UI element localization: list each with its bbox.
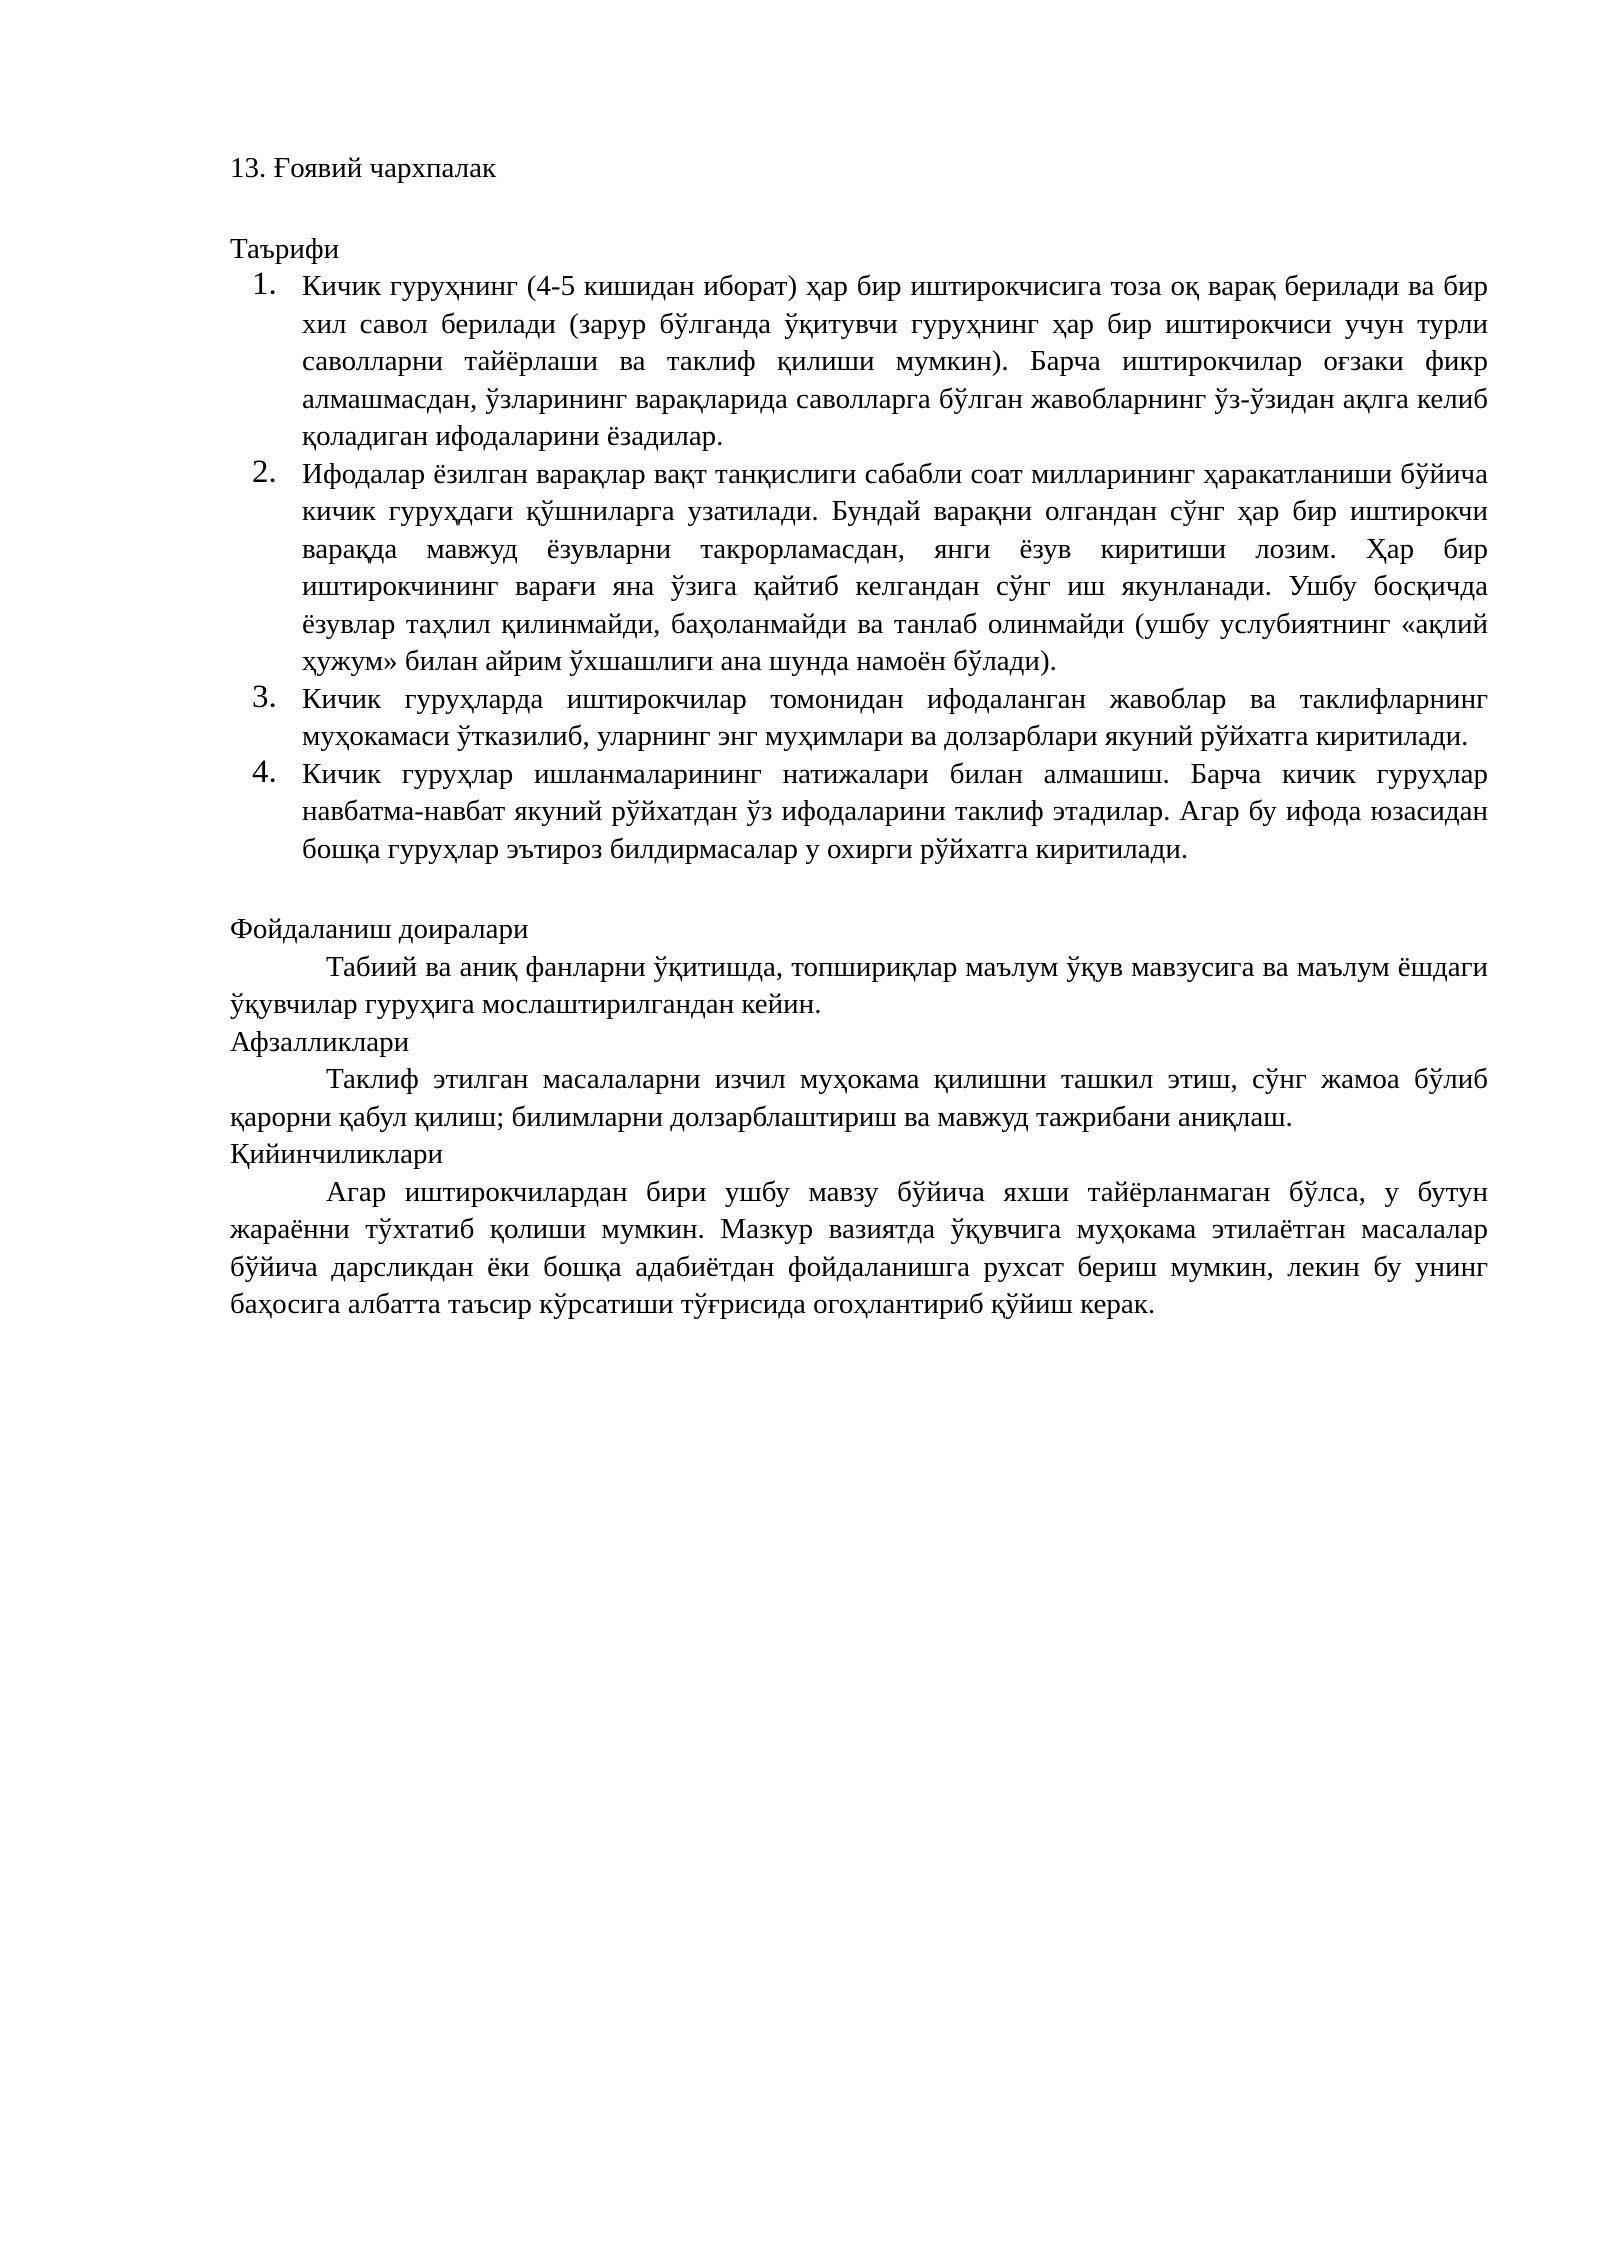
scope-heading: Фойдаланиш доиралари xyxy=(230,913,529,945)
advantages-text: Таклиф этилган масалаларни изчил муҳокама қилишни ташкил этиш, сўнг жамоа бўлиб қарорни қабул қилиш; билимларни долзарблаштириш ва мавжуд тажрибани аниқлаш. xyxy=(230,1063,1488,1133)
list-item-text: Кичик гуруҳнинг (4-5 кишидан иборат) ҳар бир иштирокчисига тоза оқ варақ берилади ва бир хил савол берилади (зарур бўлганда ўқитувчи гуруҳнинг ҳар бир иштирокчиси учун турли саволларни тайёрлаши ва таклиф қилиши мумкин). Барча иштирокчилар оғзаки фикр алмашмасдан, ўзларининг варақларида саволларга бўлган жавобларнинг ўз-ўзидан ақлга келиб қоладиган ифодаларини ёзадилар. xyxy=(302,270,1488,452)
list-item xyxy=(230,753,1488,869)
spacer xyxy=(230,188,1488,231)
list-item-number: 2. xyxy=(252,453,277,490)
difficulties-heading: Қийинчиликлари xyxy=(230,1138,443,1170)
definition-heading: Таърифи xyxy=(230,232,340,265)
difficulties-text: Агар иштирокчилардан бири ушбу мавзу бўйича яхши тайёрланмаган бўлса, у бутун жараённи тўхтатиб қолиши мумкин. Мазкур вазиятда ўқувчига муҳокама этилаётган масалалар бўйича дарсликдан ёки бошқа адабиётдан фойдаланишга рухсат бериш мумкин, лекин бу унинг баҳосига албатта таъсир кўрсатиши тўғрисида огоҳлантириб қўйиш керак. xyxy=(230,1175,1488,1320)
scope-text: Табиий ва аниқ фанларни ўқитишда, топшириқлар маълум ўқув мавзусига ва маълум ёшдаги ўқувчилар гуруҳига мослаштирилгандан кейин. xyxy=(230,950,1488,1020)
list-item-text: Кичик гуруҳлар ишланмаларининг натижалари билан алмашиш. Барча кичик гуруҳлар навбатма-навбат якуний рўйхатдан ўз ифодаларини таклиф этадилар. Агар бу ифода юзасидан бошқа гуруҳлар эътироз билдирмасалар у охирги рўйхатга киритилади. xyxy=(302,757,1488,865)
list-item-number: 4. xyxy=(252,753,277,790)
definition-list xyxy=(230,268,1488,868)
list-item-number: 3. xyxy=(252,678,277,715)
list-item-text: Ифодалар ёзилган варақлар вақт танқислиги сабабли соат милларининг ҳаракатланиши бўйича кичик гуруҳдаги қўшниларга узатилади. Бундай варақни олгандан сўнг ҳар бир иштирокчи варақда мавжуд ёзувларни такрорламасдан, янги ёзув киритиши лозим. Ҳар бир иштирокчининг варағи яна ўзига қайтиб келгандан сўнг иш якунланади. Ушбу босқичда ёзувлар таҳлил қилинмайди, баҳоланмайди ва танлаб олинмайди (ушбу услубиятнинг «ақлий ҳужум» билан айрим ўхшашлиги ана шунда намоён бўлади). xyxy=(302,457,1488,677)
list-item xyxy=(230,678,1488,756)
list-item xyxy=(230,268,1488,456)
document-title: 13. Ғоявий чархпалак xyxy=(230,152,497,184)
document-page xyxy=(230,150,1488,1324)
list-item xyxy=(230,453,1488,681)
spacer xyxy=(230,868,1488,911)
advantages-heading: Афзалликлари xyxy=(230,1025,410,1058)
list-item-number: 1. xyxy=(252,266,277,302)
list-item-text: Кичик гуруҳларда иштирокчилар томонидан ифодаланган жавоблар ва таклифларнинг муҳокамаси ўтказилиб, уларнинг энг муҳимлари ва долзарблари якуний рўйхатга киритилади. xyxy=(302,682,1488,752)
